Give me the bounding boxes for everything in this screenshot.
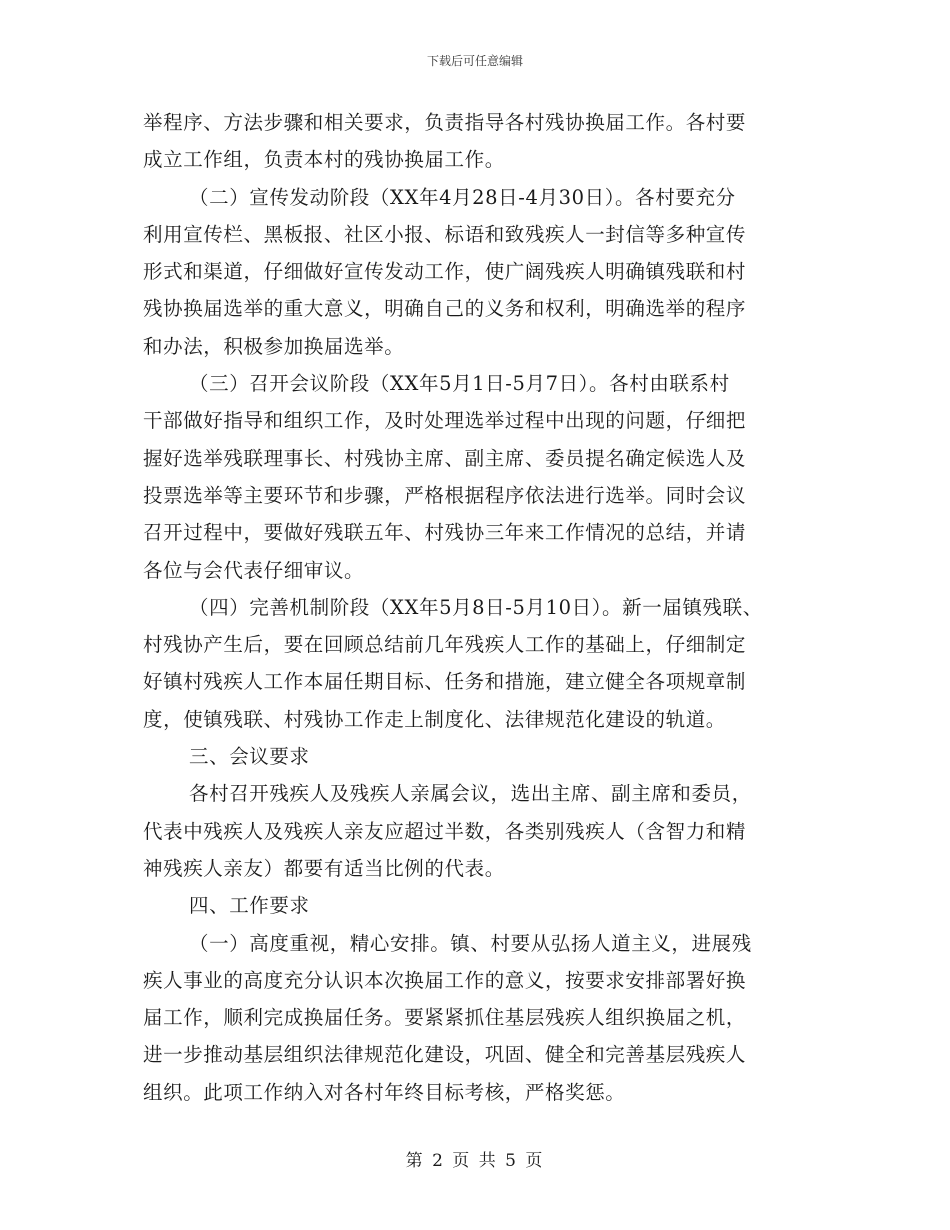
- text-line: 神残疾人亲友）都要有适当比例的代表。: [143, 856, 505, 880]
- text-line: 度，使镇残联、村残协工作走上制度化、法律规范化建设的轨道。: [143, 707, 726, 731]
- text-line: 残协换届选举的重大意义，明确自己的义务和权利，明确选举的程序: [143, 297, 747, 321]
- text-line: （四）完善机制阶段（XX年5月8日-5月10日）。新一届镇残联、: [189, 595, 763, 619]
- text-line: 疾人事业的高度充分认识本次换届工作的意义，按要求安排部署好换: [143, 968, 747, 992]
- text-line: 各位与会代表仔细审议。: [143, 558, 365, 582]
- text-line: （三）召开会议阶段（XX年5月1日-5月7日）。各村由联系村: [189, 372, 730, 396]
- page-header-note: 下载后可任意编辑: [426, 54, 523, 68]
- text-line: 三、会议要求: [189, 745, 310, 769]
- text-line: 干部做好指导和组织工作，及时处理选举过程中出现的问题，仔细把: [143, 409, 747, 433]
- text-line: 进一步推动基层组织法律规范化建设，巩固、健全和完善基层残疾人: [143, 1043, 747, 1067]
- text-line: 各村召开残疾人及残疾人亲属会议，选出主席、副主席和委员，: [189, 782, 752, 806]
- text-line: （一）高度重视，精心安排。镇、村要从弘扬人道主义，进展残: [189, 931, 752, 955]
- text-line: 召开过程中，要做好残联五年、村残协三年来工作情况的总结，并请: [143, 521, 747, 545]
- text-line: 村残协产生后，要在回顾总结前几年残疾人工作的基础上，仔细制定: [143, 633, 747, 657]
- text-line: 握好选举残联理事长、村残协主席、副主席、委员提名确定候选人及: [143, 446, 747, 470]
- text-line: 形式和渠道，仔细做好宣传发动工作，使广阔残疾人明确镇残联和村: [143, 260, 747, 284]
- text-line: （二）宣传发动阶段（XX年4月28日-4月30日）。各村要充分: [189, 185, 736, 209]
- text-line: 举程序、方法步骤和相关要求，负责指导各村残协换届工作。各村要: [143, 111, 747, 134]
- text-line: 成立工作组，负责本村的残协换届工作。: [143, 148, 505, 172]
- text-line: 利用宣传栏、黑板报、社区小报、标语和致残疾人一封信等多种宣传: [143, 222, 747, 246]
- text-line: 和办法，积极参加换届选举。: [143, 334, 405, 358]
- document-body: [143, 104, 823, 1111]
- text-line: 代表中残疾人及残疾人亲友应超过半数，各类别残疾人（含智力和精: [143, 819, 747, 843]
- text-line: 届工作，顺利完成换届任务。要紧紧抓住基层残疾人组织换届之机，: [143, 1006, 747, 1030]
- text-line: 四、工作要求: [189, 894, 310, 918]
- page-number: 第 2 页 共 5 页: [405, 1151, 545, 1171]
- text-line: 好镇村残疾人工作本届任期目标、任务和措施，建立健全各项规章制: [143, 670, 747, 694]
- text-line: 投票选举等主要环节和步骤，严格根据程序依法进行选举。同时会议: [143, 483, 747, 507]
- text-line: 组织。此项工作纳入对各村年终目标考核，严格奖惩。: [143, 1080, 626, 1104]
